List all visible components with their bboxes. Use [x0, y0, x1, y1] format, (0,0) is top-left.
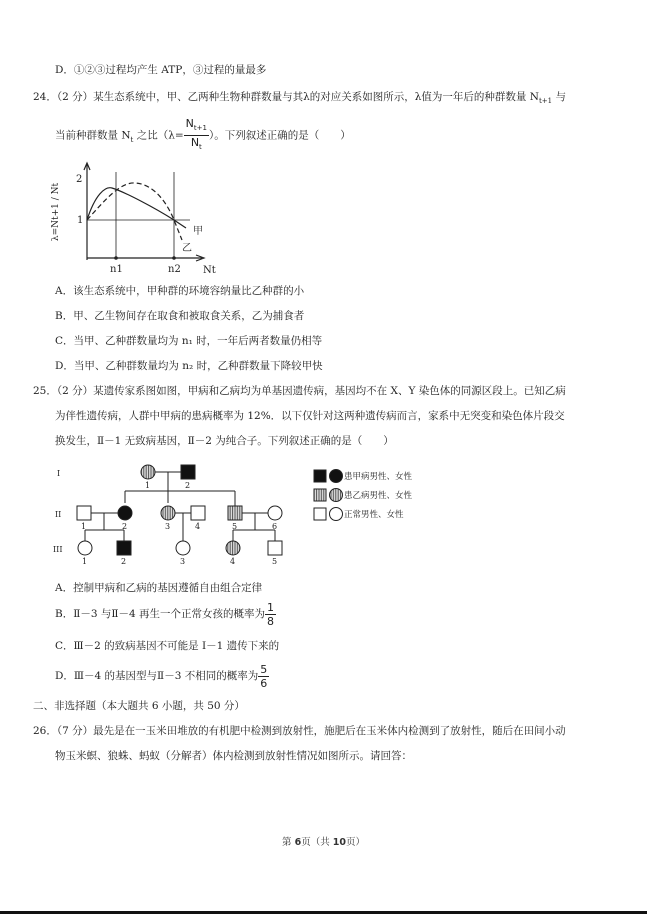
footer-prefix: 第 [282, 837, 295, 848]
legend-normal-female-icon [330, 508, 343, 521]
label-III-1: 1 [82, 557, 88, 566]
legend-yi-female-icon [330, 489, 343, 502]
q24-stem2-text: 当前种群数量 N [55, 129, 131, 142]
q24-stem-line1 [33, 90, 566, 108]
legend-jia-male-icon [314, 470, 326, 482]
II-4-normal-male [191, 506, 205, 520]
q24-stem-line2 [55, 117, 351, 155]
q25-option-b-text: B．Ⅱ－3 与Ⅱ－4 再生一个正常女孩的概率为 [55, 608, 266, 620]
III-5-normal-male [268, 541, 282, 555]
generation-I: I [57, 469, 61, 478]
legend-yi-label: 患乙病男性、女性 [344, 491, 413, 501]
q26-stem-line2: 物玉米螟、狼蛛、蚂蚁（分解者）体内检测到放射性情况如图所示。请回答： [55, 750, 412, 762]
label-I-1: 1 [145, 481, 151, 490]
frac-num: N [185, 117, 194, 130]
q24-stem-text: 24．（2 分）某生态系统中，甲、乙两种生物种群数量与其λ的对应关系如图所示，λ值为一年后的种群数量 N [33, 91, 539, 103]
label-III-2: 2 [121, 557, 127, 566]
III-1-normal-female [78, 541, 92, 555]
frac-num: 1 [267, 600, 275, 614]
y-tick-1: 1 [77, 215, 84, 226]
section-2-heading: 二、非选择题（本大题共 6 小题，共 50 分） [33, 700, 245, 712]
fraction-one-eighth [265, 601, 276, 628]
lambda-fraction [184, 117, 209, 154]
subscript: t+1 [538, 97, 553, 106]
frac-num-sub: t+1 [193, 124, 207, 133]
n1-point [114, 256, 118, 260]
frac-num: 5 [260, 662, 268, 676]
II-5-affected-yi-male [228, 506, 242, 520]
label-II-1: 1 [81, 522, 87, 531]
q24-stem2-mid: 之比（λ= [133, 129, 184, 142]
bottom-rule [0, 911, 647, 914]
q24-option-d: D．当甲、乙种群数量均为 n₂ 时，乙种群数量下降较甲快 [55, 360, 323, 372]
series-jia-label: 甲 [193, 226, 203, 237]
total-pages: 10 [332, 837, 346, 848]
footer-mid: 页（共 [301, 837, 333, 848]
y-tick-2: 2 [76, 174, 83, 185]
q24-option-a: A．该生态系统中，甲种群的环境容纳量比乙种群的小 [55, 285, 305, 297]
q24-option-c: C．当甲、乙种群数量均为 n₁ 时，一年后两者数量仍相等 [55, 335, 323, 347]
pedigree-chart [40, 458, 440, 578]
n2-point [172, 256, 176, 260]
label-II-3: 3 [165, 522, 171, 531]
generation-III: III [53, 545, 63, 554]
q24-option-b: B．甲、乙生物间存在取食和被取食关系，乙为捕食者 [55, 310, 305, 322]
frac-den: 8 [267, 614, 275, 628]
series-yi-label: 乙 [182, 243, 192, 254]
pedigree-legend [314, 470, 343, 521]
q25-stem-line3: 换发生，Ⅱ－1 无致病基因，Ⅱ－2 为纯合子。下列叙述正确的是（ ） [55, 435, 394, 447]
q24-stem-text-end: 与 [552, 91, 566, 103]
III-4-affected-yi-female [226, 541, 240, 555]
q25-option-d-text: D．Ⅲ－4 的基因型与Ⅱ－3 不相同的概率为 [55, 670, 259, 682]
generation-II: II [55, 510, 62, 519]
page-number: 6 [294, 837, 302, 848]
label-III-5: 5 [272, 557, 278, 566]
q25-stem-line1: 25．（2 分）某遗传家系图如图，甲病和乙病均为单基因遗传病，基因均不在 X、Y 染色体的同源区段上。已知乙病 [33, 385, 566, 397]
q26-stem-line1: 26．（7 分）最先是在一玉米田堆放的有机肥中检测到放射性，施肥后在玉米体内检测到了放射性，随后在田间小动 [33, 725, 566, 737]
q24-stem2-end: ）。下列叙述正确的是（ ） [208, 129, 351, 142]
q23-option-d: D．①②③过程均产生 ATP，③过程的量最多 [55, 64, 267, 76]
q25-option-d [55, 662, 269, 690]
q25-option-c: C．Ⅲ－2 的致病基因不可能是 I－1 遗传下来的 [55, 640, 280, 652]
y-axis-label: λ=Nt+1 / Nt [51, 182, 61, 242]
II-2-affected-jia-female [118, 506, 132, 520]
x-tick-n2: n2 [168, 264, 181, 275]
q25-stem-line2: 为伴性遗传病，人群中甲病的患病概率为 12%．以下仅针对这两种遗传病而言，家系中无突变和染色体片段交 [55, 410, 565, 422]
I-1-affected-yi-female [141, 465, 155, 479]
legend-normal-male-icon [314, 508, 326, 520]
legend-normal-label: 正常男性、女性 [344, 510, 404, 520]
II-3-affected-yi-female [161, 506, 175, 520]
population-lambda-graph [40, 160, 240, 280]
page-footer [0, 834, 647, 848]
footer-suffix: 页） [345, 837, 365, 848]
subscript: t [130, 135, 134, 144]
frac-den-sub: t [199, 143, 202, 152]
I-2-affected-jia-male [181, 465, 195, 479]
label-II-5: 5 [232, 522, 238, 531]
III-3-normal-female [176, 541, 190, 555]
III-2-affected-jia-male [117, 541, 131, 555]
legend-yi-male-icon [314, 489, 326, 501]
x-axis-label: Nt [203, 265, 216, 276]
II-6-normal-female [268, 506, 282, 520]
label-II-2: 2 [122, 522, 128, 531]
label-I-2: 2 [185, 481, 191, 490]
x-tick-n1: n1 [110, 264, 123, 275]
series-jia-curve [87, 188, 186, 228]
II-1-normal-male [77, 506, 91, 520]
label-II-6: 6 [272, 522, 278, 531]
legend-jia-female-icon [330, 470, 343, 483]
label-II-4: 4 [195, 522, 201, 531]
q25-option-b [55, 600, 276, 628]
frac-den: N [190, 136, 200, 150]
legend-jia-label: 患甲病男性、女性 [344, 472, 413, 482]
label-III-4: 4 [230, 557, 236, 566]
fraction-five-sixths [258, 663, 269, 690]
q25-option-a: A．控制甲病和乙病的基因遵循自由组合定律 [55, 582, 263, 594]
frac-den: 6 [260, 676, 268, 690]
label-III-3: 3 [180, 557, 186, 566]
